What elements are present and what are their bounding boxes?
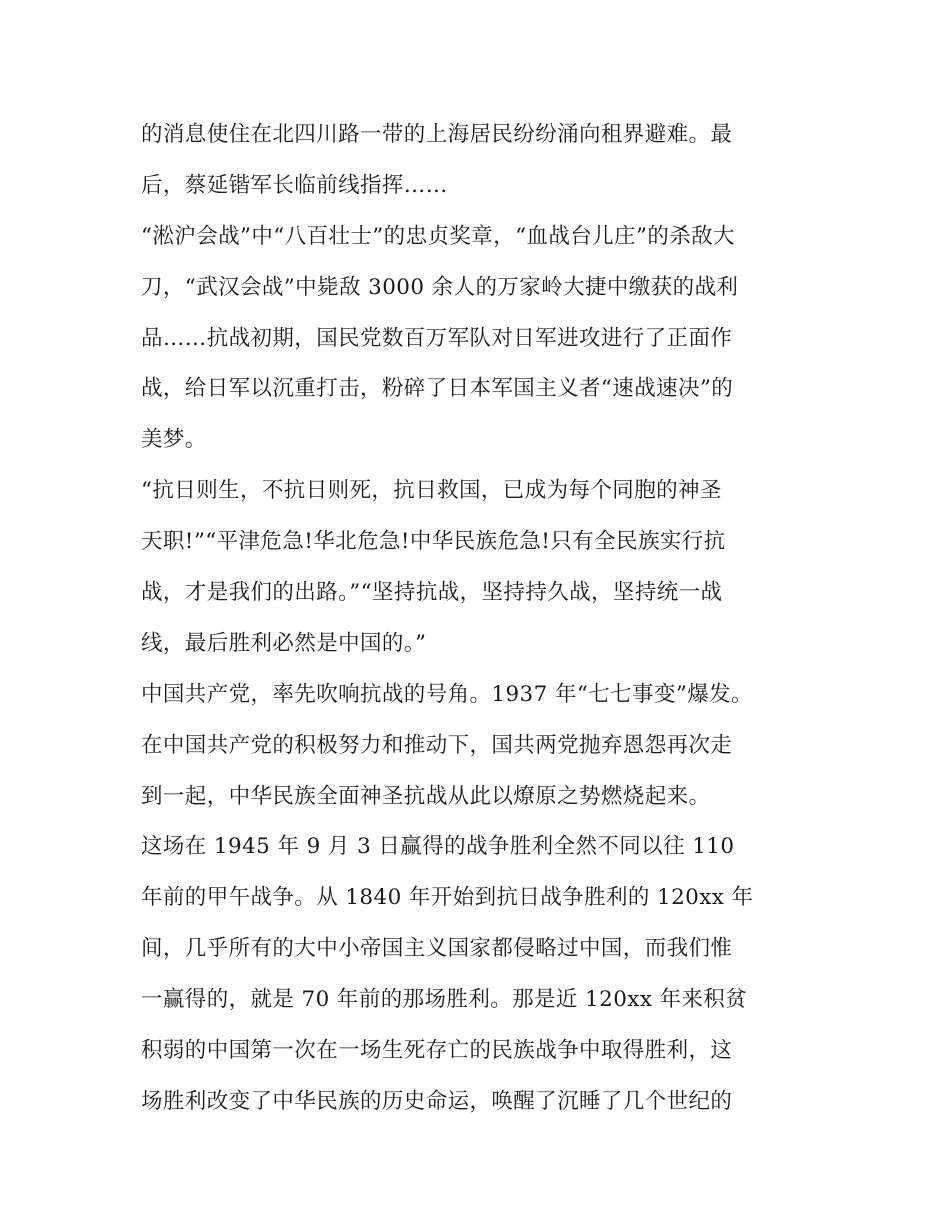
text-line: 年前的甲午战争。从 1840 年开始到抗日战争胜利的 120xx 年 [141,885,754,911]
text-line: 品……抗战初期，国民党数百万军队对日军进攻进行了正面作 [141,325,733,351]
text-line: 这场在 1945 年 9 月 3 日赢得的战争胜利全然不同以往 110 [141,834,735,860]
text-line: 间，几乎所有的大中小帝国主义国家都侵略过中国，而我们惟 [141,936,733,962]
text-line: 刀，“武汉会战”中毙敌 3000 余人的万家岭大捷中缴获的战利 [141,274,739,300]
text-line: “淞沪会战”中“八百壮士”的忠贞奖章，“血战台儿庄”的杀敌大 [141,223,735,249]
text-line: 到一起，中华民族全面神圣抗战从此以燎原之势燃烧起来。 [141,783,711,809]
text-line: 积弱的中国第一次在一场生死存亡的民族战争中取得胜利，这 [141,1038,733,1064]
text-line: 一赢得的，就是 70 年前的那场胜利。那是近 120xx 年来积贫 [141,987,748,1013]
text-line: 在中国共产党的积极努力和推动下，国共两党抛弃恩怨再次走 [141,732,733,758]
text-line: 线，最后胜利必然是中国的。” [141,630,427,656]
text-line: 中国共产党，率先吹响抗战的号角。1937 年“七七事变”爆发。 [141,681,753,707]
text-line: 的消息使住在北四川路一带的上海居民纷纷涌向租界避难。最 [141,122,733,147]
text-line: 场胜利改变了中华民族的历史命运，唤醒了沉睡了几个世纪的 [141,1088,733,1114]
text-line: 后，蔡延锴军长临前线指挥…… [141,172,448,198]
text-line: 战，给日军以沉重打击，粉碎了日本军国主义者“速战速决”的 [141,376,734,402]
document-body [141,110,821,1128]
text-line: “抗日则生，不抗日则死，抗日救国，已成为每个同胞的神圣 [141,478,722,504]
text-line: 天职!”“平津危急!华北危急!中华民族危急!只有全民族实行抗 [141,529,726,555]
text-line: 美梦。 [141,427,207,453]
text-line: 战，才是我们的出路。”“坚持抗战，坚持持久战，坚持统一战 [141,580,723,606]
